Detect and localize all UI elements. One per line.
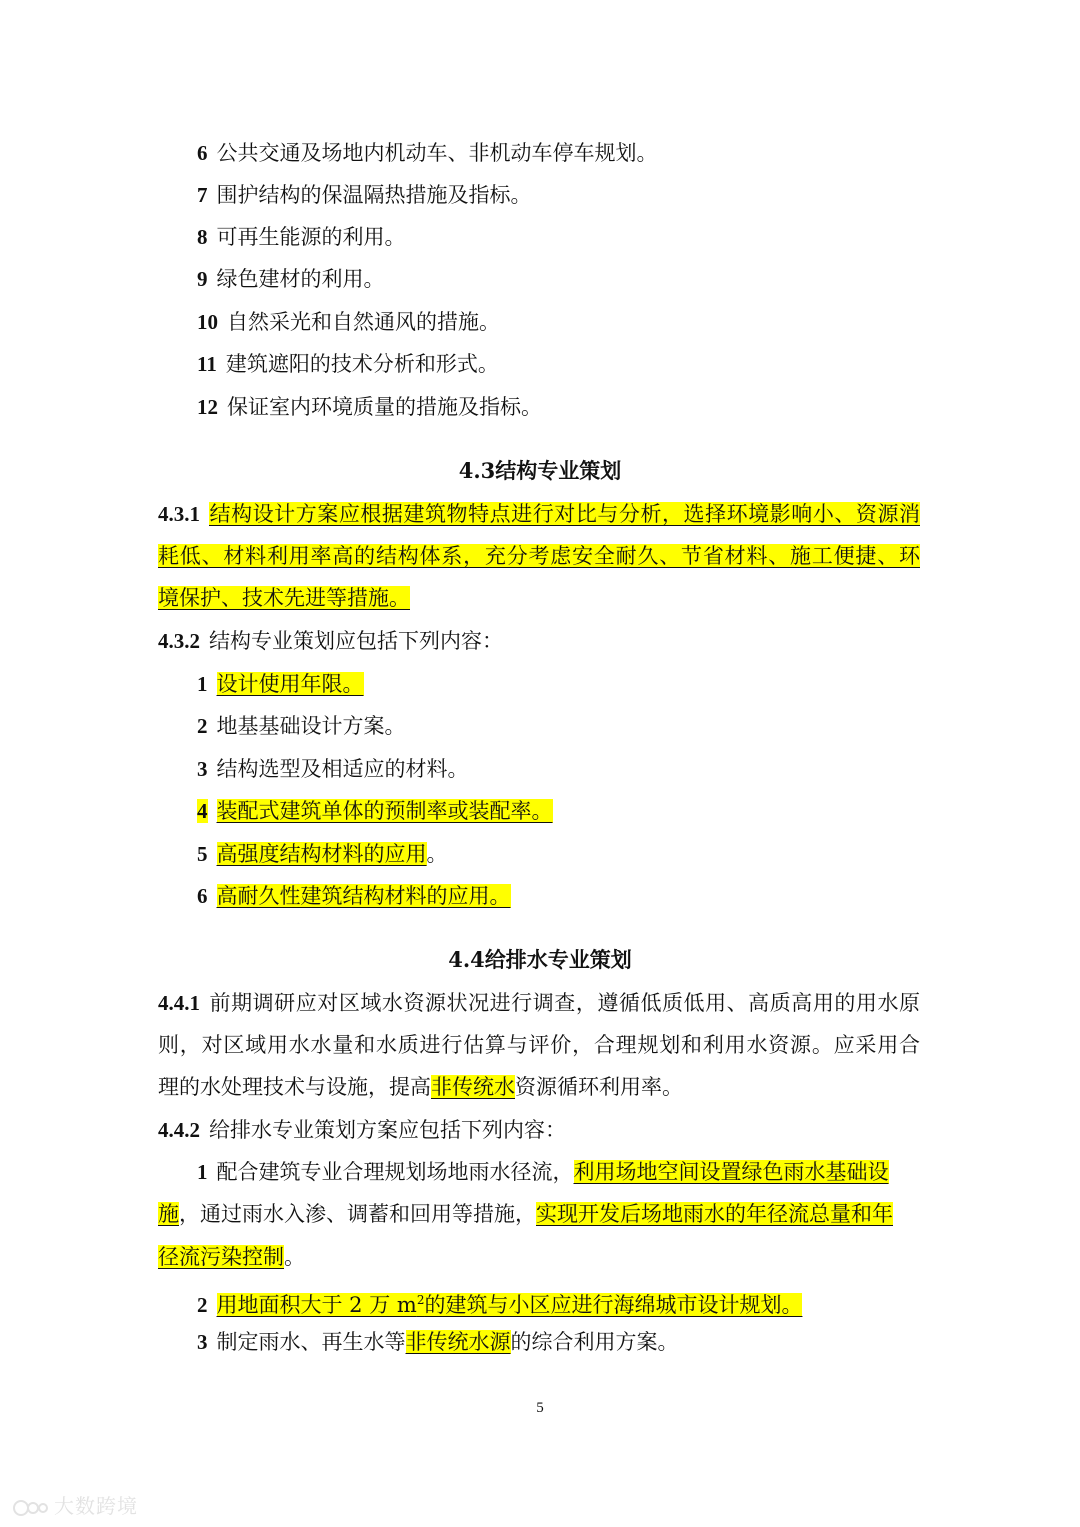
highlighted-text: 设计使用年限。 xyxy=(216,672,364,696)
clause-4-3-1: 4.3.1 结构设计方案应根据建筑物特点进行对比与分析，选择环境影响小、资源消 xyxy=(158,502,920,526)
list-item: 3 结构选型及相适应的材料。 xyxy=(197,757,469,781)
paragraph-line: 径流污染控制。 xyxy=(158,1245,305,1269)
highlighted-text: 高耐久性建筑结构材料的应用。 xyxy=(216,884,511,908)
clause-4-4-2: 4.4.2 给排水专业策划方案应包括下列内容： xyxy=(158,1118,566,1142)
list-item: 1 配合建筑专业合理规划场地雨水径流，利用场地空间设置绿色雨水基础设 xyxy=(197,1160,889,1184)
page-number: 5 xyxy=(536,1400,544,1416)
list-item: 9 绿色建材的利用。 xyxy=(197,267,385,291)
highlighted-text: 结构设计方案应根据建筑物特点进行对比与分析，选择环境影响小、资源消 xyxy=(209,502,920,526)
highlighted-text: 高强度结构材料的应用 xyxy=(216,842,427,866)
list-item: 7 围护结构的保温隔热措施及指标。 xyxy=(197,183,532,207)
list-item: 2 用地面积大于 2 万 $m^2$的建筑与小区应进行海绵城市设计规划。 xyxy=(197,1293,803,1317)
list-item: 11 建筑遮阳的技术分析和形式。 xyxy=(197,352,499,376)
list-item: 6 公共交通及场地内机动车、非机动车停车规划。 xyxy=(197,141,658,165)
list-item: 10 自然采光和自然通风的措施。 xyxy=(197,310,500,334)
section-heading: 4.3结构专业策划 xyxy=(458,458,622,483)
section-heading: 4.4给排水专业策划 xyxy=(448,947,632,972)
highlighted-text: 用地面积大于 2 万 $m^2$的建筑与小区应进行海绵城市设计规划。 xyxy=(216,1293,803,1317)
list-item: 2 地基基础设计方案。 xyxy=(197,714,406,738)
highlighted-text: 施 xyxy=(158,1202,179,1226)
list-item: 8 可再生能源的利用。 xyxy=(197,225,406,249)
clause-4-3-2: 4.3.2 结构专业策划应包括下列内容： xyxy=(158,629,503,653)
paragraph-line: 施，通过雨水入渗、调蓄和回用等措施，实现开发后场地雨水的年径流总量和年 xyxy=(158,1202,893,1226)
highlighted-text: 利用场地空间设置绿色雨水基础设 xyxy=(573,1160,889,1184)
highlighted-text: 耗低、材料利用率高的结构体系，充分考虑安全耐久、节省材料、施工便捷、环 xyxy=(158,544,920,568)
highlighted-text: 非传统水 xyxy=(431,1075,515,1099)
paragraph-line xyxy=(158,584,410,612)
paragraph-line xyxy=(158,542,920,570)
list-item: 6 高耐久性建筑结构材料的应用。 xyxy=(197,884,511,908)
paragraph-line: 则，对区域用水水量和水质进行估算与评价，合理规划和利用水资源。应采用合 xyxy=(158,1033,920,1057)
paragraph-line: 理的水处理技术与设施，提高非传统水资源循环利用率。 xyxy=(158,1075,683,1099)
clause-4-4-1: 4.4.1 前期调研应对区域水资源状况进行调查，遵循低质低用、高质高用的用水原 xyxy=(158,991,920,1015)
highlighted-text: 境保护、技术先进等措施。 xyxy=(158,586,410,610)
highlighted-text: 实现开发后场地雨水的年径流总量和年 xyxy=(536,1202,893,1226)
highlighted-text: 装配式建筑单体的预制率或装配率。 xyxy=(216,799,553,823)
list-item: 5 高强度结构材料的应用。 xyxy=(197,842,448,866)
list-item: 1 设计使用年限。 xyxy=(197,672,364,696)
highlighted-text: 非传统水源 xyxy=(405,1330,511,1354)
list-item: 12 保证室内环境质量的措施及指标。 xyxy=(197,395,542,419)
list-item: 4 装配式建筑单体的预制率或装配率。 xyxy=(197,799,553,823)
highlighted-text: 径流污染控制 xyxy=(158,1245,284,1269)
watermark-logo-icon xyxy=(12,1497,50,1519)
list-item: 3 制定雨水、再生水等非传统水源的综合利用方案。 xyxy=(197,1330,679,1354)
watermark: 大数跨境 xyxy=(12,1490,138,1519)
